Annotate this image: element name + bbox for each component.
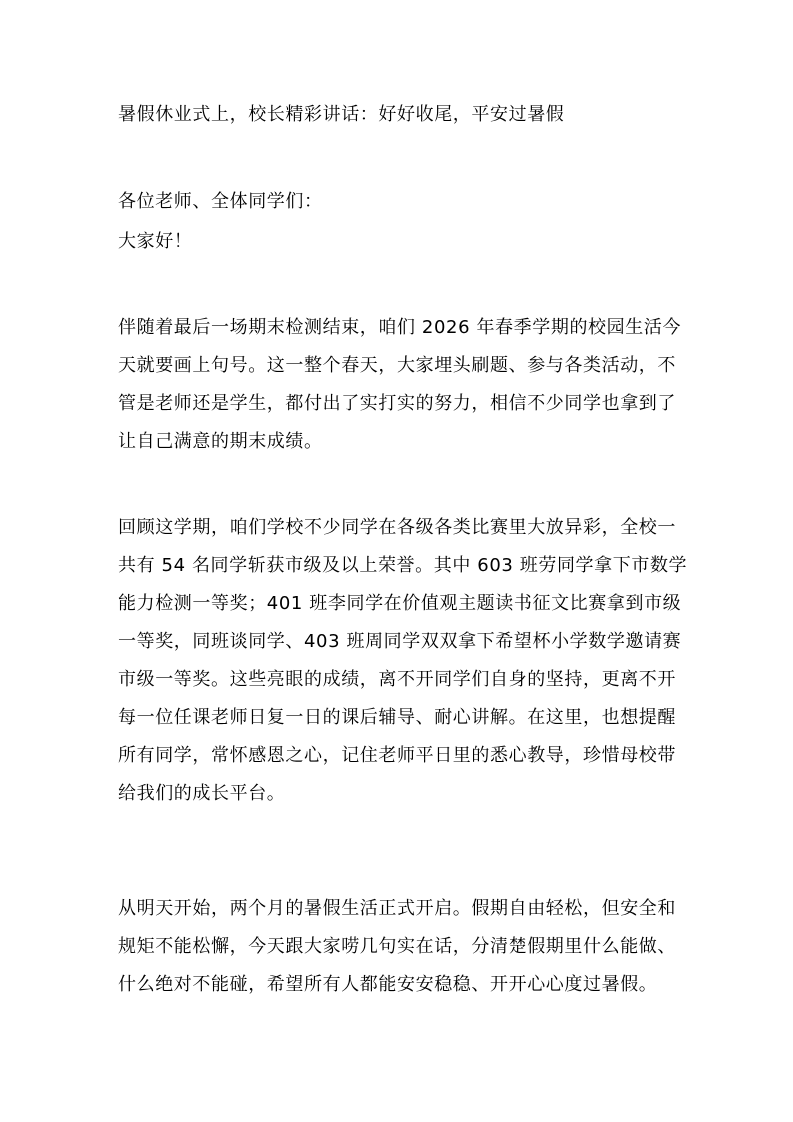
paragraph-line: 天就要画上句号。这一整个春天，大家埋头刷题、参与各类活动，不 (118, 355, 676, 376)
paragraph-line: 共有 54 名同学斩获市级及以上荣誉。其中 603 班劳同学拿下市数学 (118, 555, 688, 576)
paragraph-achievements (118, 509, 688, 813)
paragraph-line: 管是老师还是学生，都付出了实打实的努力，相信不少同学也拿到了 (118, 393, 676, 414)
paragraph-line: 给我们的成长平台。 (118, 783, 286, 804)
paragraph-summer-safety (118, 890, 683, 1004)
paragraph-line: 回顾这学期，咱们学校不少同学在各级各类比赛里大放异彩，全校一 (118, 517, 676, 538)
greeting: 大家好！ (118, 231, 193, 252)
paragraph-line: 每一位任课老师日复一日的课后辅导、耐心讲解。在这里，也想提醒 (118, 707, 676, 728)
document-title: 暑假休业式上，校长精彩讲话：好好收尾，平安过暑假 (118, 104, 565, 125)
paragraph-line: 伴随着最后一场期末检测结束，咱们 2026 年春季学期的校园生活今 (118, 317, 682, 338)
paragraph-line: 能力检测一等奖；401 班李同学在价值观主题读书征文比赛拿到市级 (118, 593, 682, 614)
paragraph-line: 一等奖，同班谈同学、403 班周同学双双拿下希望杯小学数学邀请赛 (118, 631, 682, 652)
salutation: 各位老师、全体同学们： (118, 191, 323, 212)
paragraph-line: 规矩不能松懈，今天跟大家唠几句实在话，分清楚假期里什么能做、 (118, 936, 676, 957)
paragraph-semester-summary (118, 309, 683, 461)
paragraph-line: 所有同学，常怀感恩之心，记住老师平日里的悉心教导，珍惜母校带 (118, 745, 676, 766)
paragraph-line: 市级一等奖。这些亮眼的成绩，离不开同学们自身的坚持，更离不开 (118, 669, 676, 690)
paragraph-line: 让自己满意的期末成绩。 (118, 431, 323, 452)
paragraph-line: 什么绝对不能碰，希望所有人都能安安稳稳、开开心心度过暑假。 (118, 974, 658, 995)
paragraph-line: 从明天开始，两个月的暑假生活正式开启。假期自由轻松，但安全和 (118, 898, 676, 919)
